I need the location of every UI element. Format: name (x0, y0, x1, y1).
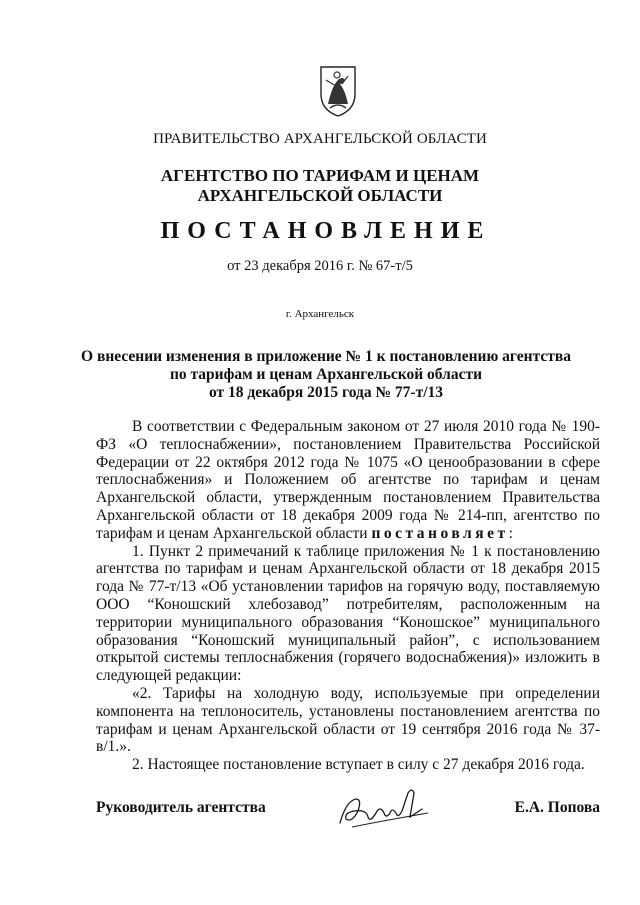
document-type-title: ПОСТАНОВЛЕНИЕ (160, 218, 492, 244)
document-body (96, 418, 600, 774)
preamble-text: В соответствии с Федеральным законом от 27 июля 2010 года № 190-ФЗ «О теплоснабжении», постановлением Правительства Российской Федерации от 22 октября 2012 года № 1075 «О ценообразовании в сфере теплоснабжения» и Положением об агентстве по тарифам и ценам Архангельской области, утвержденным постановлением Правительства Архангельской области от 18 декабря 2009 года № 214-пп, агентство по тарифам и ценам Архангельской области (96, 418, 600, 542)
resolution-keyword: постановляет (371, 524, 509, 542)
agency-name-line1: АГЕНТСТВО ПО ТАРИФАМ И ЦЕНАМ (160, 166, 480, 185)
body-paragraph-1 (96, 418, 600, 543)
agency-name-line2: АРХАНГЕЛЬСКОЙ ОБЛАСТИ (197, 186, 443, 205)
body-paragraph-3: «2. Тарифы на холодную воду, используемые при определении компонента на теплоноситель, установлены постановлением агентства по тарифам и ценам Архангельской области от 19 сентября 2016 года № 37-в/1.». (96, 684, 600, 756)
signatory-name: Е.А. Попова (514, 799, 600, 816)
body-paragraph-2: 1. Пункт 2 примечаний к таблице приложения № 1 к постановлению агентства по тарифам и ценам Архангельской области от 18 декабря 2015 года № 77-т/13 «Об установлении тарифов на горячую воду, поставляемую ООО “Коношский хлебозавод” потребителям, расположенным на территории муниципального образования “Коношское” муниципального образования “Коношский муниципальный район”, с использованием открытой системы теплоснабжения (горячего водоснабжения)» изложить в следующей редакции: (96, 542, 600, 685)
government-name: ПРАВИТЕЛЬСТВО АРХАНГЕЛЬСКОЙ ОБЛАСТИ (153, 131, 487, 147)
handwritten-signature-icon (332, 783, 436, 835)
signatory-title: Руководитель агентства (96, 799, 266, 816)
subject-line3: от 18 декабря 2015 года № 77-т/13 (208, 384, 444, 401)
signature-block (96, 795, 600, 835)
subject-line1: О внесении изменения в приложение № 1 к постановлению агентства (81, 348, 571, 365)
document-subject (0, 348, 640, 402)
body-paragraph-4: 2. Настоящее постановление вступает в силу с 27 декабря 2016 года. (132, 756, 585, 774)
agency-name (0, 166, 640, 206)
preamble-end: : (508, 524, 513, 542)
coat-of-arms-icon (318, 64, 358, 118)
subject-line2: по тарифам и ценам Архангельской области (169, 366, 483, 383)
document-city: г. Архангельск (285, 308, 355, 320)
document-date-number: от 23 декабря 2016 г. № 67-т/5 (227, 258, 413, 274)
